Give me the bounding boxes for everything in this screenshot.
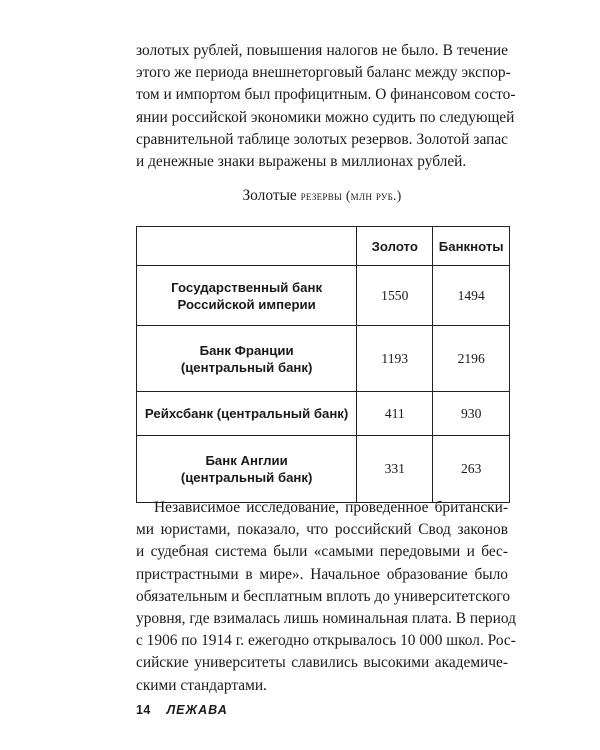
bank-name <box>137 326 357 392</box>
text-line: пристрастными в мире». Начальное образование было <box>136 565 508 583</box>
table-header-gold: Золото <box>357 227 433 266</box>
bank-name-line: Российской империи <box>177 296 316 312</box>
gold-value: 331 <box>357 436 433 503</box>
text-line: уровня, где взималась лишь номинальная плата. В период <box>136 610 516 628</box>
table-caption-prefix: Золотые <box>242 187 297 204</box>
bank-name <box>137 266 357 326</box>
text-line: и денежные знаки выражены в миллионах рублей. <box>136 153 467 171</box>
banknotes-value: 2196 <box>433 326 510 392</box>
gold-reserves-table <box>136 226 510 503</box>
banknotes-value: 1494 <box>433 266 510 326</box>
bank-name-line: (центральный банк) <box>180 359 313 375</box>
paragraph-bottom <box>136 497 516 697</box>
text-line: этого же периода внешнеторговый баланс между экспор- <box>136 64 511 82</box>
bank-name-line: Государственный банк <box>171 279 323 295</box>
table-header-row <box>137 227 510 266</box>
table-row <box>137 392 510 436</box>
page-number: 14 <box>136 703 151 717</box>
text-line: и судебная система были «самыми передовыми и бес- <box>136 543 508 561</box>
table-row <box>137 266 510 326</box>
paragraph-top <box>136 40 516 173</box>
banknotes-value: 263 <box>433 436 510 503</box>
bank-name-line: Банк Франции <box>199 342 294 358</box>
gold-value: 411 <box>357 392 433 436</box>
table-caption <box>136 187 508 205</box>
gold-value: 1193 <box>357 326 433 392</box>
running-title: ЛЕЖАВА <box>166 703 228 717</box>
table-caption-rest: резервы (млн руб.) <box>300 188 402 203</box>
page-footer <box>136 703 228 717</box>
text-line: ми юристами, показало, что российский Свод законов <box>136 521 508 539</box>
bank-name-line: Рейхсбанк (центральный банк) <box>144 406 349 421</box>
table-header-blank <box>137 227 357 266</box>
text-line: сравнительной таблице золотых резервов. Золотой запас <box>136 130 508 148</box>
bank-name-line: (центральный банк) <box>180 470 313 485</box>
text-line: золотых рублей, повышения налогов не было. В течение <box>136 42 508 59</box>
bank-name-line: Банк Англии <box>205 453 288 468</box>
text-line: сийские университеты славились высокими академиче- <box>136 654 508 672</box>
text-line: том и импортом был профицитным. О финансовом состо- <box>136 86 516 104</box>
table-row <box>137 436 510 503</box>
text-line: обязательным и бесплатным вплоть до университетского <box>136 587 511 605</box>
bank-name <box>137 436 357 503</box>
text-line: Независимое исследование, проведенное британски- <box>154 499 508 516</box>
table-row <box>137 326 510 392</box>
text-line: янии российской экономики можно судить по следующей <box>136 108 515 126</box>
banknotes-value: 930 <box>433 392 510 436</box>
bank-name <box>137 392 357 436</box>
gold-value: 1550 <box>357 266 433 326</box>
text-line: с 1906 по 1914 г. ежегодно открывалось 10 000 школ. Рос- <box>136 632 516 650</box>
text-line: скими стандартами. <box>136 676 267 694</box>
table-header-banknotes: Банкноты <box>433 227 510 266</box>
